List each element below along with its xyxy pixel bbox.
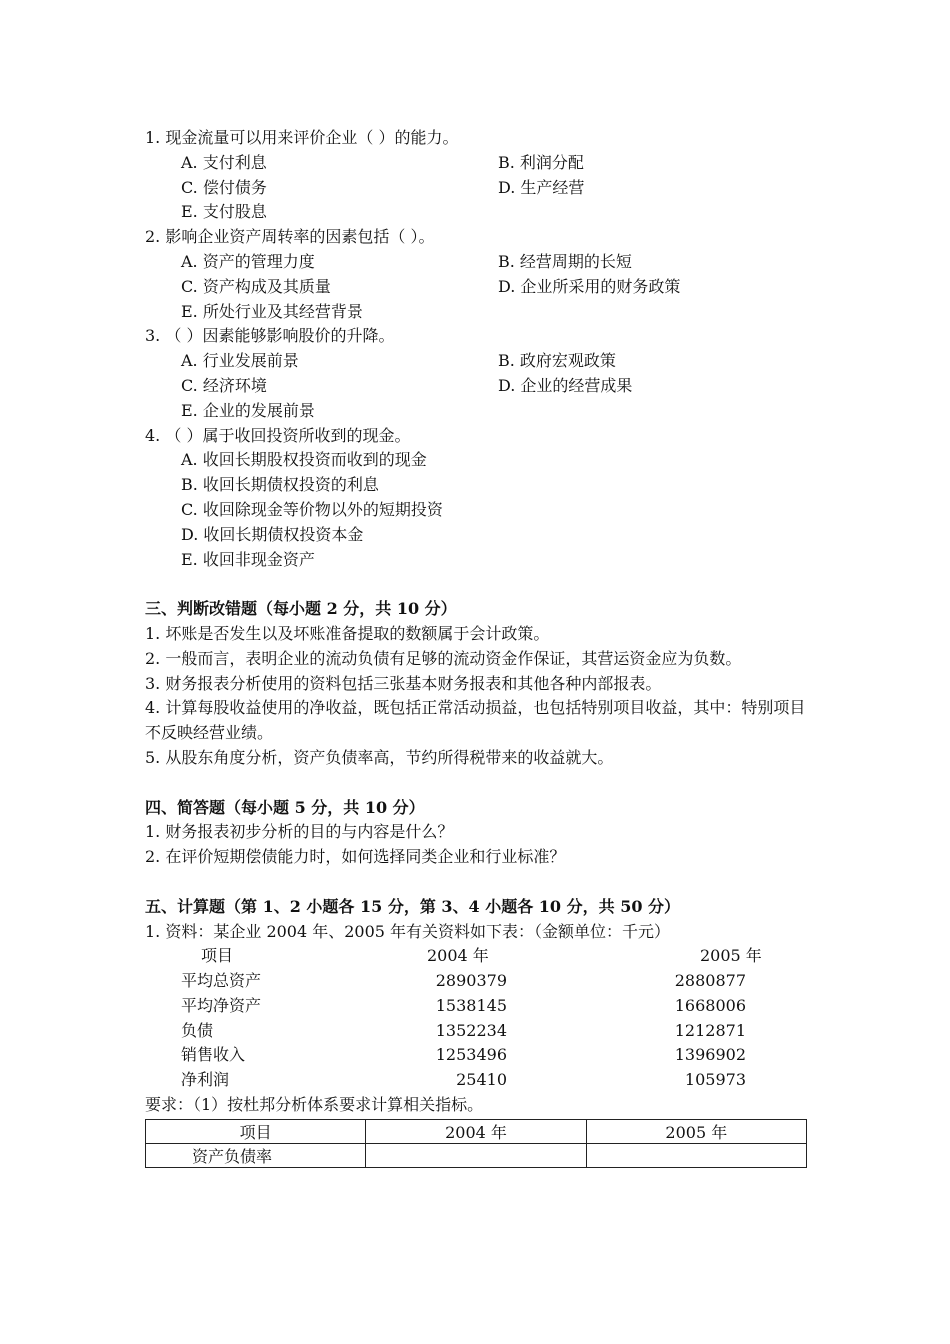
option-a: A. 收回长期股权投资而收到的现金	[181, 450, 427, 470]
section-title: 三、判断改错题（每小题 2 分，共 10 分）	[145, 599, 457, 619]
value-2005	[586, 1143, 806, 1167]
value-2004: 1253496	[435, 1045, 507, 1065]
header-item: 项目	[146, 1119, 366, 1143]
section-title: 四、简答题（每小题 5 分，共 10 分）	[145, 797, 425, 817]
sa-item-1: 1. 财务报表初步分析的目的与内容是什么？	[145, 822, 454, 842]
mc-question-1	[145, 126, 810, 225]
value-2005: 1212871	[674, 1020, 746, 1040]
option-d: D. 企业所采用的财务政策	[498, 276, 681, 296]
value-2004: 2890379	[435, 971, 507, 991]
sa-item-2: 2. 在评价短期偿债能力时，如何选择同类企业和行业标准？	[145, 847, 566, 867]
row-label: 净利润	[181, 1070, 230, 1090]
row-label: 平均净资产	[181, 995, 262, 1015]
header-2005: 2005 年	[586, 1119, 806, 1143]
option-a: A. 行业发展前景	[181, 351, 299, 371]
option-b: B. 利润分配	[498, 152, 584, 172]
tf-item-3: 3. 财务报表分析使用的资料包括三张基本财务报表和其他各种内部报表。	[145, 673, 662, 693]
value-2005: 2880877	[674, 971, 746, 991]
exam-page	[145, 126, 810, 1168]
row-label: 销售收入	[181, 1045, 246, 1065]
option-c: C. 资产构成及其质量	[181, 276, 331, 296]
mc-question-4	[145, 424, 810, 573]
section-calculation	[145, 895, 810, 1168]
row-label: 负债	[181, 1020, 214, 1040]
option-e: E. 所处行业及其经营背景	[181, 301, 363, 321]
mc-question-3	[145, 324, 810, 423]
table-row	[145, 969, 810, 994]
value-2005: 105973	[684, 1070, 746, 1090]
option-a: A. 支付利息	[181, 152, 267, 172]
calc-q1-intro: 1. 资料：某企业 2004 年、2005 年有关资料如下表：（金额单位：千元）	[145, 921, 671, 941]
option-c: C. 收回除现金等价物以外的短期投资	[181, 499, 443, 519]
header-2004: 2004 年	[427, 946, 489, 966]
header-2004: 2004 年	[366, 1119, 586, 1143]
section-title: 五、计算题（第 1、2 小题各 15 分，第 3、4 小题各 10 分，共 50 分）	[145, 896, 681, 916]
value-2004: 1352234	[435, 1020, 507, 1040]
header-2005: 2005 年	[700, 946, 762, 966]
option-d: D. 生产经营	[498, 177, 585, 197]
mc-question-2	[145, 225, 810, 324]
option-b: B. 经营周期的长短	[498, 251, 632, 271]
data-table	[145, 944, 810, 1093]
option-e: E. 支付股息	[181, 202, 267, 222]
option-c: C. 偿付债务	[181, 177, 267, 197]
option-d: D. 收回长期债权投资本金	[181, 524, 364, 544]
tf-item-1: 1. 坏账是否发生以及坏账准备提取的数额属于会计政策。	[145, 623, 550, 643]
answer-table	[145, 1119, 807, 1168]
option-e: E. 企业的发展前景	[181, 400, 315, 420]
header-item: 项目	[201, 946, 234, 966]
row-label: 资产负债率	[146, 1143, 366, 1167]
table-row	[145, 1019, 810, 1044]
option-b: B. 收回长期债权投资的利息	[181, 475, 379, 495]
tf-item-4: 4. 计算每股收益使用的净收益，既包括正常活动损益，也包括特别项目收益，其中：特别项目不反映经营业绩。	[145, 698, 806, 743]
value-2005: 1396902	[674, 1045, 746, 1065]
question-stem: 3. （ ）因素能够影响股价的升降。	[145, 326, 395, 346]
section-true-false	[145, 597, 810, 771]
table-row	[145, 1043, 810, 1068]
value-2004	[366, 1143, 586, 1167]
tf-item-5: 5. 从股东角度分析，资产负债率高，节约所得税带来的收益就大。	[145, 747, 614, 767]
tf-item-2: 2. 一般而言，表明企业的流动负债有足够的流动资金作保证，其营运资金应为负数。	[145, 648, 742, 668]
value-2004: 25410	[456, 1070, 507, 1090]
value-2004: 1538145	[435, 995, 507, 1015]
table-row	[145, 1068, 810, 1093]
option-b: B. 政府宏观政策	[498, 351, 616, 371]
data-table-header	[145, 944, 810, 969]
option-e: E. 收回非现金资产	[181, 549, 315, 569]
option-d: D. 企业的经营成果	[498, 375, 633, 395]
table-row	[146, 1143, 807, 1167]
answer-table-header	[146, 1119, 807, 1143]
section-short-answer	[145, 796, 810, 870]
row-label: 平均总资产	[181, 971, 262, 991]
value-2005: 1668006	[674, 995, 746, 1015]
option-a: A. 资产的管理力度	[181, 251, 315, 271]
option-c: C. 经济环境	[181, 375, 267, 395]
table-row	[145, 994, 810, 1019]
question-stem: 1. 现金流量可以用来评价企业（ ）的能力。	[145, 128, 459, 147]
calc-requirement: 要求：（1）按杜邦分析体系要求计算相关指标。	[145, 1095, 484, 1115]
question-stem: 2. 影响企业资产周转率的因素包括（ ）。	[145, 227, 435, 247]
question-stem: 4. （ ）属于收回投资所收到的现金。	[145, 425, 411, 445]
